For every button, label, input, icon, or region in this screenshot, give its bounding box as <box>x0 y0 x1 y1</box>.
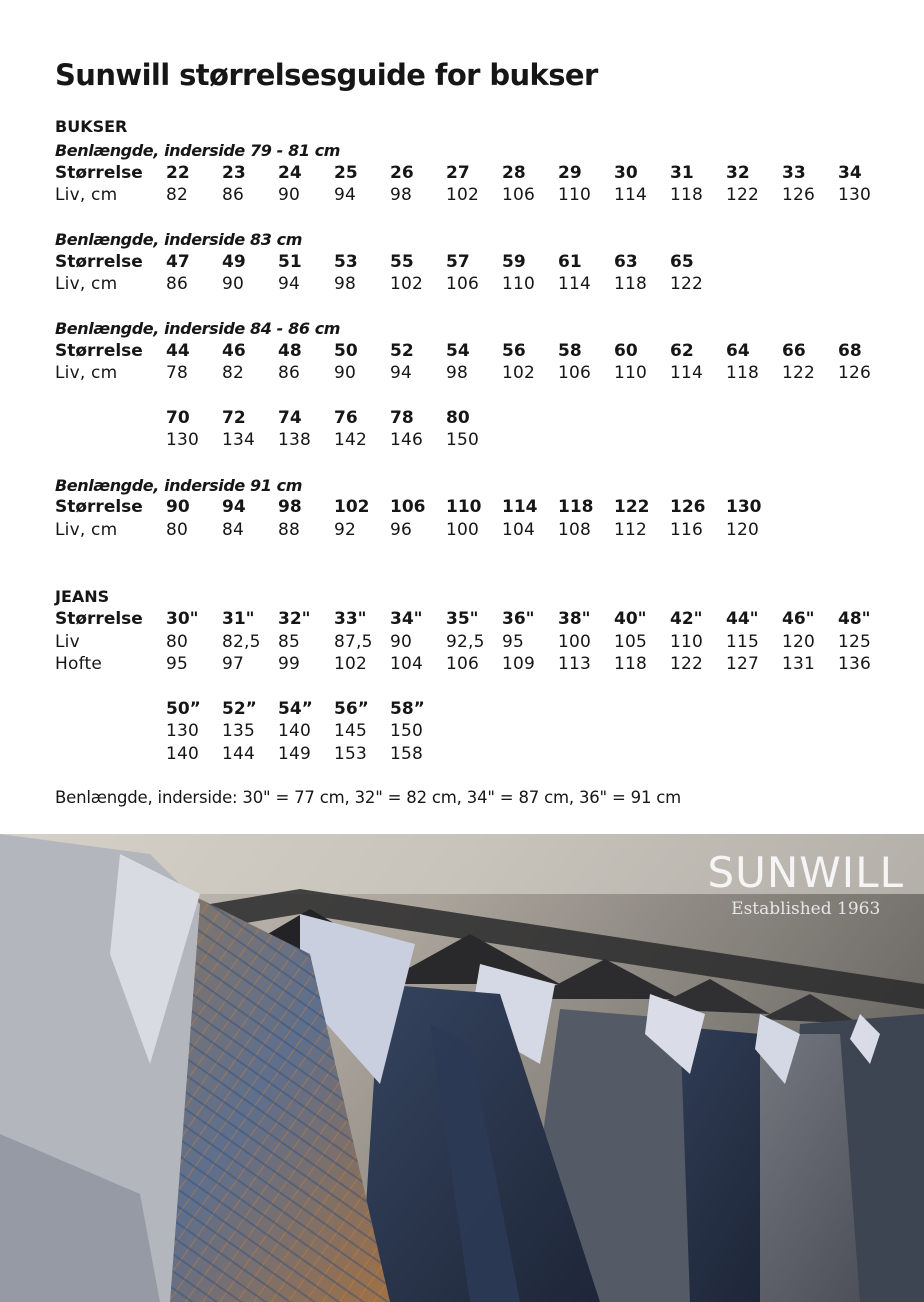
size-cell: 100 <box>446 520 480 540</box>
size-cell: 51 <box>278 252 302 272</box>
row-label: Liv, cm <box>55 185 118 205</box>
size-cell: 122 <box>670 654 704 674</box>
size-cell: 68 <box>838 341 862 361</box>
size-cell: 86 <box>166 274 189 294</box>
size-cell: 102 <box>334 497 370 517</box>
size-cell: 112 <box>614 520 648 540</box>
size-cell: 98 <box>446 363 469 383</box>
bukser-size-row <box>0 163 924 185</box>
size-cell: 104 <box>390 654 424 674</box>
size-cell: 131 <box>782 654 816 674</box>
size-cell: 158 <box>390 744 424 764</box>
size-cell: 114 <box>558 274 592 294</box>
size-cell: 33 <box>782 163 806 183</box>
size-cell: 125 <box>838 632 872 652</box>
size-cell: 33" <box>334 609 367 629</box>
size-cell: 58 <box>558 341 582 361</box>
size-cell: 61 <box>558 252 582 272</box>
size-cell: 48" <box>838 609 871 629</box>
size-cell: 146 <box>390 430 424 450</box>
size-cell: 94 <box>334 185 357 205</box>
size-cell: 118 <box>614 274 648 294</box>
size-cell: 42" <box>670 609 703 629</box>
size-cell: 115 <box>726 632 760 652</box>
size-cell: 118 <box>726 363 760 383</box>
size-cell: 150 <box>446 430 480 450</box>
size-cell: 122 <box>670 274 704 294</box>
size-cell: 102 <box>502 363 536 383</box>
page-title: Sunwill størrelsesguide for bukser <box>55 58 598 92</box>
size-cell: 80 <box>446 408 470 428</box>
size-cell: 135 <box>222 721 256 741</box>
size-cell: 34" <box>390 609 423 629</box>
size-cell: 78 <box>166 363 189 383</box>
row-label: Liv, cm <box>55 363 118 383</box>
size-cell: 85 <box>278 632 301 652</box>
size-cell: 35" <box>446 609 479 629</box>
size-cell: 65 <box>670 252 694 272</box>
size-cell: 122 <box>782 363 816 383</box>
row-label: Liv, cm <box>55 274 118 294</box>
size-cell: 126 <box>670 497 706 517</box>
size-cell: 50” <box>166 699 201 719</box>
size-cell: 142 <box>334 430 368 450</box>
size-cell: 53 <box>334 252 358 272</box>
size-cell: 46 <box>222 341 246 361</box>
size-cell: 94 <box>278 274 301 294</box>
size-cell: 120 <box>726 520 760 540</box>
size-cell: 44" <box>726 609 759 629</box>
row-label: Størrelse <box>55 497 143 517</box>
size-cell: 62 <box>670 341 694 361</box>
size-cell: 138 <box>278 430 312 450</box>
size-cell: 95 <box>502 632 525 652</box>
size-cell: 48 <box>278 341 302 361</box>
size-cell: 98 <box>390 185 413 205</box>
size-cell: 36" <box>502 609 535 629</box>
row-label: Hofte <box>55 654 102 674</box>
size-cell: 52 <box>390 341 414 361</box>
size-cell: 114 <box>614 185 648 205</box>
size-cell: 92 <box>334 520 357 540</box>
bukser-waist-row <box>0 274 924 296</box>
size-cell: 64 <box>726 341 750 361</box>
size-cell: 32" <box>278 609 311 629</box>
size-cell: 136 <box>838 654 872 674</box>
size-cell: 134 <box>222 430 256 450</box>
bukser-group-2-subtitle: Benlængde, inderside 83 cm <box>55 230 303 249</box>
size-cell: 102 <box>334 654 368 674</box>
size-cell: 54” <box>278 699 313 719</box>
size-cell: 63 <box>614 252 638 272</box>
size-cell: 120 <box>782 632 816 652</box>
size-cell: 70 <box>166 408 190 428</box>
size-cell: 47 <box>166 252 190 272</box>
jackets-on-rack-photo <box>0 834 924 1302</box>
size-cell: 90 <box>334 363 357 383</box>
size-cell: 113 <box>558 654 592 674</box>
size-cell: 100 <box>558 632 592 652</box>
size-cell: 57 <box>446 252 470 272</box>
size-cell: 122 <box>614 497 650 517</box>
size-cell: 122 <box>726 185 760 205</box>
size-cell: 140 <box>166 744 200 764</box>
size-cell: 90 <box>222 274 245 294</box>
size-cell: 144 <box>222 744 256 764</box>
size-cell: 96 <box>390 520 413 540</box>
size-cell: 90 <box>390 632 413 652</box>
size-cell: 145 <box>334 721 368 741</box>
size-cell: 87,5 <box>334 632 373 652</box>
size-cell: 82,5 <box>222 632 261 652</box>
size-cell: 31" <box>222 609 255 629</box>
size-cell: 102 <box>446 185 480 205</box>
row-label: Størrelse <box>55 341 143 361</box>
row-label: Størrelse <box>55 252 143 272</box>
row-label: Størrelse <box>55 163 143 183</box>
size-cell: 95 <box>166 654 189 674</box>
size-cell: 90 <box>166 497 190 517</box>
size-cell: 130 <box>838 185 872 205</box>
size-cell: 114 <box>670 363 704 383</box>
bukser-group-4-subtitle: Benlængde, inderside 91 cm <box>55 476 303 495</box>
size-cell: 84 <box>222 520 245 540</box>
jeans-waist-row-continued <box>0 721 924 743</box>
size-cell: 109 <box>502 654 536 674</box>
size-cell: 92,5 <box>446 632 485 652</box>
jeans-heading: JEANS <box>55 587 110 606</box>
size-cell: 110 <box>670 632 704 652</box>
size-cell: 140 <box>278 721 312 741</box>
size-cell: 56” <box>334 699 369 719</box>
size-cell: 54 <box>446 341 470 361</box>
size-cell: 52” <box>222 699 257 719</box>
size-cell: 102 <box>390 274 424 294</box>
size-cell: 118 <box>614 654 648 674</box>
size-cell: 74 <box>278 408 302 428</box>
size-cell: 78 <box>390 408 414 428</box>
size-cell: 82 <box>222 363 245 383</box>
size-cell: 86 <box>278 363 301 383</box>
size-cell: 149 <box>278 744 312 764</box>
inseam-note: Benlængde, inderside: 30" = 77 cm, 32" = 82 cm, 34" = 87 cm, 36" = 91 cm <box>55 788 682 807</box>
size-cell: 110 <box>614 363 648 383</box>
size-cell: 32 <box>726 163 750 183</box>
size-cell: 94 <box>222 497 246 517</box>
jeans-waist-row <box>0 632 924 654</box>
jeans-size-row-continued <box>0 699 924 721</box>
size-cell: 50 <box>334 341 358 361</box>
row-label: Liv <box>55 632 80 652</box>
size-cell: 56 <box>502 341 526 361</box>
row-label: Størrelse <box>55 609 143 629</box>
size-cell: 60 <box>614 341 638 361</box>
size-cell: 82 <box>166 185 189 205</box>
bukser-size-row <box>0 252 924 274</box>
bukser-size-row <box>0 497 924 519</box>
bukser-size-row <box>0 341 924 363</box>
size-cell: 30 <box>614 163 638 183</box>
size-cell: 86 <box>222 185 245 205</box>
size-cell: 110 <box>502 274 536 294</box>
bukser-group-3-subtitle: Benlængde, inderside 84 - 86 cm <box>55 319 341 338</box>
bukser-waist-row <box>0 363 924 385</box>
size-cell: 40" <box>614 609 647 629</box>
size-cell: 59 <box>502 252 526 272</box>
size-cell: 26 <box>390 163 414 183</box>
size-cell: 98 <box>334 274 357 294</box>
size-cell: 106 <box>446 274 480 294</box>
size-cell: 106 <box>390 497 426 517</box>
size-cell: 80 <box>166 632 189 652</box>
size-cell: 118 <box>670 185 704 205</box>
size-cell: 34 <box>838 163 862 183</box>
size-cell: 23 <box>222 163 246 183</box>
size-cell: 24 <box>278 163 302 183</box>
size-cell: 130 <box>166 721 200 741</box>
size-cell: 104 <box>502 520 536 540</box>
size-cell: 66 <box>782 341 806 361</box>
size-cell: 118 <box>558 497 594 517</box>
size-cell: 55 <box>390 252 414 272</box>
jeans-size-row <box>0 609 924 631</box>
size-cell: 106 <box>502 185 536 205</box>
size-cell: 99 <box>278 654 301 674</box>
size-cell: 30" <box>166 609 199 629</box>
size-cell: 25 <box>334 163 358 183</box>
bukser-waist-row-continued <box>0 430 924 452</box>
jeans-hip-row <box>0 654 924 676</box>
bukser-group-1-subtitle: Benlængde, inderside 79 - 81 cm <box>55 141 341 160</box>
size-cell: 22 <box>166 163 190 183</box>
size-cell: 110 <box>558 185 592 205</box>
size-cell: 130 <box>166 430 200 450</box>
size-cell: 97 <box>222 654 245 674</box>
size-cell: 114 <box>502 497 538 517</box>
jeans-hip-row-continued <box>0 744 924 766</box>
brand-name: SUNWILL <box>707 848 904 897</box>
size-cell: 116 <box>670 520 704 540</box>
size-cell: 126 <box>838 363 872 383</box>
sunwill-logo <box>707 848 904 919</box>
size-cell: 88 <box>278 520 301 540</box>
size-cell: 31 <box>670 163 694 183</box>
brand-tagline: Established 1963 <box>731 899 881 919</box>
size-cell: 98 <box>278 497 302 517</box>
size-cell: 108 <box>558 520 592 540</box>
size-cell: 127 <box>726 654 760 674</box>
row-label: Liv, cm <box>55 520 118 540</box>
size-cell: 72 <box>222 408 246 428</box>
bukser-waist-row <box>0 520 924 542</box>
bukser-waist-row <box>0 185 924 207</box>
bukser-size-row-continued <box>0 408 924 430</box>
size-cell: 29 <box>558 163 582 183</box>
size-cell: 130 <box>726 497 762 517</box>
size-cell: 28 <box>502 163 526 183</box>
size-cell: 44 <box>166 341 190 361</box>
size-cell: 110 <box>446 497 482 517</box>
size-cell: 153 <box>334 744 368 764</box>
size-cell: 46" <box>782 609 815 629</box>
size-cell: 94 <box>390 363 413 383</box>
size-cell: 106 <box>446 654 480 674</box>
size-cell: 76 <box>334 408 358 428</box>
size-cell: 126 <box>782 185 816 205</box>
bukser-heading: BUKSER <box>55 117 128 136</box>
size-cell: 150 <box>390 721 424 741</box>
size-cell: 58” <box>390 699 425 719</box>
size-cell: 105 <box>614 632 648 652</box>
size-cell: 106 <box>558 363 592 383</box>
size-cell: 27 <box>446 163 470 183</box>
size-cell: 49 <box>222 252 246 272</box>
size-cell: 38" <box>558 609 591 629</box>
size-cell: 90 <box>278 185 301 205</box>
size-cell: 80 <box>166 520 189 540</box>
